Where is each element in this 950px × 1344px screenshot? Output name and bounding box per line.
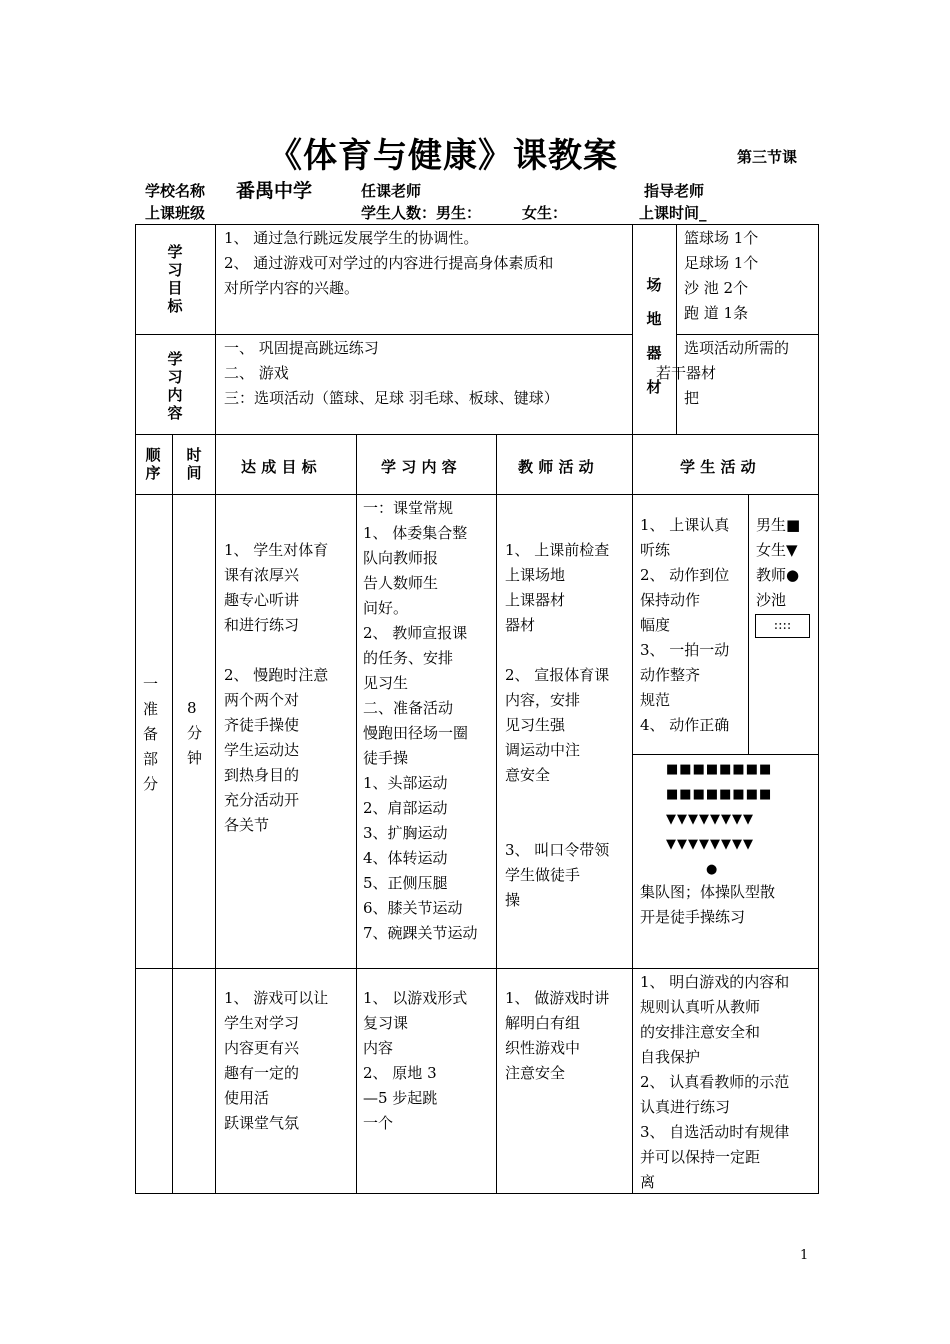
section1-content: 一：课堂常规 1、 体委集合整 队向教师报 告人数师生 问好。 2、 教师宣报课 的任务、安排 见习生 二、准备活动 慢跑田径场一圈 徒手操 1、头部运动 2、肩部运动 3、扩胸运动 4、体转运动 5、正侧压腿 6、膝关节运动 7、碗踝关节运动 (363, 499, 478, 942)
sandpit-box: :::: (755, 614, 810, 638)
content-label: 学 习 内 容 (167, 350, 183, 422)
col-order: 顺 序 (145, 446, 161, 482)
section1-time: 8 分 钟 (187, 699, 203, 767)
objectives-text: 1、 通过急行跳远发展学生的协调性。 2、 通过游戏可对学过的内容进行提高身体素质和 对所学内容的兴趣。 (224, 229, 554, 297)
page-number: 1 (800, 1248, 809, 1263)
section2-student: 1、 明白游戏的内容和 规则认真听从教师 的安排注意安全和 自我保护 2、 认真看教师的示范 认真进行练习 3、 自选活动时有规律 并可以保持一定距 离 (640, 973, 790, 1191)
class-label: 上课班级 (145, 204, 206, 222)
mentor-label: 指导老师 (644, 182, 705, 200)
page-title: 《体育与健康》课教案 (268, 136, 618, 176)
col-time: 时 间 (186, 446, 202, 482)
formation-legend: 男生■ 女生▼ 教师● 沙池 (756, 516, 801, 609)
formation-caption: 集队图；体操队型散 开是徒手操练习 (640, 883, 776, 926)
col-student: 学 生 活 动 (680, 458, 756, 476)
section1-teacher: 1、 上课前检查 上课场地 上课器材 器材 2、 宣报体育课 内容，安排 见习生强 调运动中注 意安全 3、 叫口令带领 学生做徒手 操 (505, 541, 610, 909)
content-text: 一、 巩固提高跳远练习 二、 游戏 三：选项活动（篮球、足球 羽毛球、板球、键球） (224, 339, 559, 407)
objectives-label: 学 习 目 标 (167, 243, 183, 315)
students-label: 学生人数：男生： (361, 204, 482, 222)
formation-diagram: ■■■■■■■■ ■■■■■■■■ ▼▼▼▼▼▼▼▼ ▼▼▼▼▼▼▼▼ ● (666, 762, 773, 877)
section1-goal: 1、 学生对体育 课有浓厚兴 趣专心听讲 和进行练习 2、 慢跑时注意 两个两个对 齐徒手操使 学生运动达 到热身目的 充分活动开 各关节 (224, 541, 329, 834)
section2-goal: 1、 游戏可以让 学生对学习 内容更有兴 趣有一定的 使用活 跃课堂气氛 (224, 989, 329, 1132)
section2-teacher: 1、 做游戏时讲 解明白有组 织性游戏中 注意安全 (505, 989, 610, 1082)
teacher-label: 任课老师 (361, 182, 422, 200)
col-teacher: 教 师 活 动 (518, 458, 594, 476)
section2-content: 1、 以游戏形式 复习课 内容 2、 原地 3 —5 步起跳 一个 (363, 989, 468, 1132)
female-label: 女生： (522, 204, 568, 222)
lesson-number: 第三节课 (737, 148, 798, 166)
venue-equipment: 选项活动所需的 若干器材 把 (656, 339, 790, 407)
school-name: 番禺中学 (236, 180, 313, 202)
col-content: 学 习 内 容 (381, 458, 457, 476)
time-label: 上课时间_ (639, 204, 707, 222)
venue-items: 篮球场 1个 足球场 1个 沙 池 2个 跑 道 1条 (684, 229, 759, 322)
col-goal: 达 成 目 标 (241, 458, 317, 476)
school-label: 学校名称 (145, 182, 206, 200)
venue-label: 场 地 器 材 (646, 276, 662, 396)
section1-order: 一 准 备 部 分 (143, 675, 159, 793)
section1-student: 1、 上课认真 听练 2、 动作到位 保持动作 幅度 3、 一拍一动 动作整齐 规范 4、 动作正确 (640, 516, 730, 734)
